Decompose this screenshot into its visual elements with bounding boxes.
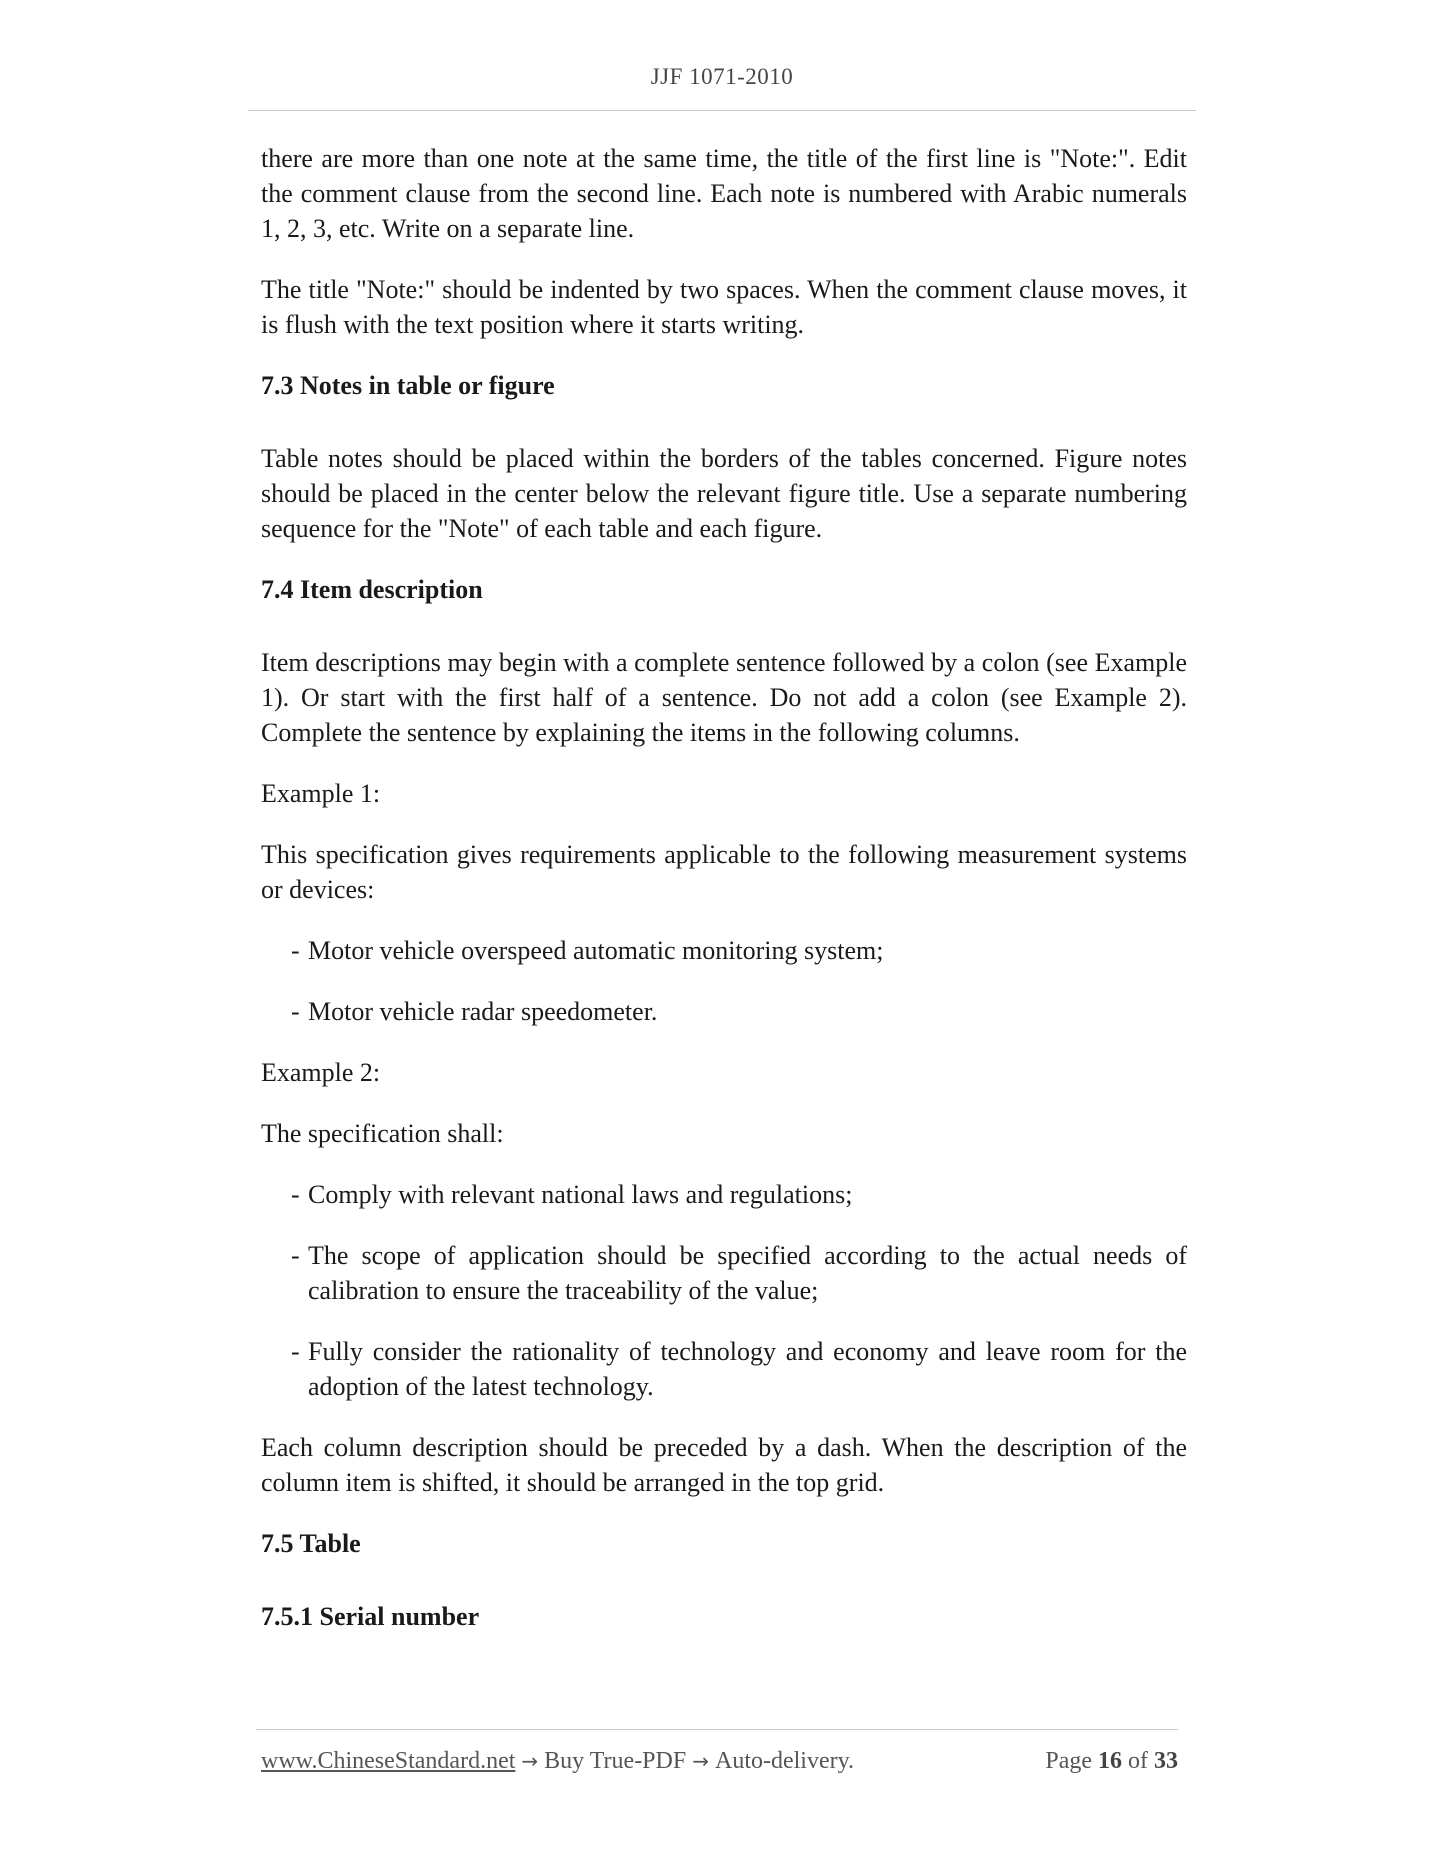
list-item [291, 1238, 1187, 1308]
list-item-text: Motor vehicle overspeed automatic monitoring system; [308, 936, 884, 965]
list-item [291, 1334, 1187, 1404]
list-item [291, 994, 1187, 1029]
arrow-right-icon: → [521, 1749, 539, 1773]
example-1-intro: This specification gives requirements applicable to the following measurement systems or devices: [261, 840, 1187, 904]
section-heading-7-5-1: 7.5.1 Serial number [261, 1602, 480, 1631]
page-content [261, 141, 1187, 1672]
footer-divider [256, 1729, 1178, 1730]
paragraph-item-description: Item descriptions may begin with a complete sentence followed by a colon (see Example 1). Or start with the first half of a sentence. Do not add a colon (see Example 2). Complete the sentence by explaining the items in the following columns. [261, 648, 1187, 747]
paragraph-note-indent: The title "Note:" should be indented by two spaces. When the comment clause moves, it is flush with the text position where it starts writing. [261, 275, 1187, 339]
list-item-text: Motor vehicle radar speedometer. [308, 997, 658, 1026]
auto-delivery-text: Auto-delivery. [714, 1748, 855, 1774]
list-dash: - [291, 1337, 300, 1366]
list-item-text: Comply with relevant national laws and regulations; [308, 1180, 853, 1209]
page-footer [261, 1748, 1178, 1775]
paragraph-notes-numbering: there are more than one note at the same time, the title of the first line is "Note:". Edit the comment clause from the second line. Each note is numbered with Arabic numerals 1, 2, 3, etc. Write on a separate line. [261, 144, 1187, 243]
list-dash: - [291, 936, 300, 965]
section-heading-7-5: 7.5 Table [261, 1529, 361, 1558]
list-item-text: The scope of application should be specified according to the actual needs of calibration to ensure the traceability of the value; [308, 1241, 1187, 1305]
arrow-right-icon: → [692, 1749, 709, 1773]
footer-promo [261, 1748, 854, 1775]
header-divider [248, 110, 1196, 111]
example-2-intro: The specification shall: [261, 1119, 504, 1148]
buy-true-pdf-text: Buy True-PDF [544, 1748, 687, 1774]
current-page-number: 16 [1098, 1748, 1122, 1774]
list-item-text: Fully consider the rationality of technology and economy and leave room for the adoption of the latest technology. [308, 1337, 1187, 1401]
list-item [291, 933, 1187, 968]
document-code-header: JJF 1071-2010 [650, 64, 794, 89]
example-2-label: Example 2: [261, 1058, 381, 1087]
example-1-label: Example 1: [261, 779, 381, 808]
list-item [291, 1177, 1187, 1212]
page-indicator [1039, 1748, 1178, 1775]
list-dash: - [291, 1241, 300, 1270]
paragraph-table-figure-notes: Table notes should be placed within the borders of the tables concerned. Figure notes should be placed in the center below the relevant figure title. Use a separate numbering sequence for the "Note" of each table and each figure. [261, 444, 1187, 543]
page-label: Page [1045, 1748, 1092, 1774]
paragraph-column-dash: Each column description should be preceded by a dash. When the description of the column item is shifted, it should be arranged in the top grid. [261, 1433, 1187, 1497]
site-link[interactable]: www.ChineseStandard.net [261, 1748, 516, 1774]
total-page-count: 33 [1154, 1748, 1178, 1774]
list-dash: - [291, 1180, 300, 1209]
section-heading-7-4: 7.4 Item description [261, 575, 483, 604]
list-dash: - [291, 997, 300, 1026]
of-label: of [1128, 1748, 1148, 1774]
section-heading-7-3: 7.3 Notes in table or figure [261, 371, 555, 400]
